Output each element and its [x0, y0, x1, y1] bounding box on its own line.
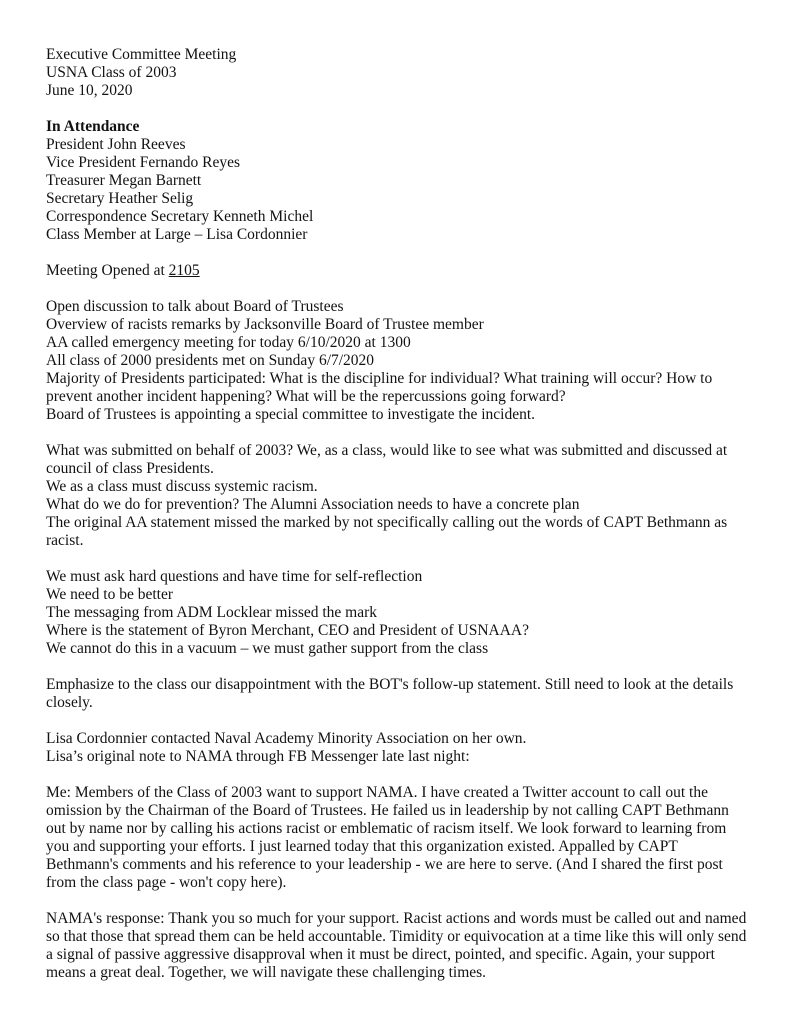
- nama-contact-section: [46, 730, 747, 766]
- attendee-secretary: Secretary Heather Selig: [46, 190, 194, 207]
- attendee-treasurer: Treasurer Megan Barnett: [46, 172, 202, 189]
- meeting-date: June 10, 2020: [46, 82, 133, 99]
- nama-response-paragraph: NAMA's response: Thank you so much for your support. Racist actions and words must be called out and named so that those that spread them can be held accountable. Timidity or equivocation at a time like this will only send a signal of passive aggressive disapproval when it must be direct, pointed, and specific. Again, your support means a great deal. Together, we will navigate these challenging times.: [46, 910, 747, 981]
- class-position-line: What do we do for prevention? The Alumni Association needs to have a concrete plan: [46, 496, 580, 513]
- discussion-line: Board of Trustees is appointing a special committee to investigate the incident.: [46, 406, 536, 423]
- nama-contact-line: Lisa’s original note to NAMA through FB Messenger late last night:: [46, 748, 470, 765]
- discussion-line: AA called emergency meeting for today 6/10/2020 at 1300: [46, 334, 411, 351]
- meeting-opened-time: 2105: [168, 262, 200, 279]
- reflection-line: We need to be better: [46, 586, 173, 603]
- attendance-heading: In Attendance: [46, 118, 140, 135]
- discussion-line: Open discussion to talk about Board of Trustees: [46, 298, 344, 315]
- discussion-line: All class of 2000 presidents met on Sunday 6/7/2020: [46, 352, 375, 369]
- class-position-line: The original AA statement missed the marked by not specifically calling out the words of CAPT Bethmann as racist.: [46, 514, 728, 549]
- nama-contact-line: Lisa Cordonnier contacted Naval Academy Minority Association on her own.: [46, 730, 527, 747]
- meeting-opened-line: [46, 262, 747, 280]
- meeting-organization: USNA Class of 2003: [46, 64, 177, 81]
- reflection-line: Where is the statement of Byron Merchant, CEO and President of USNAAA?: [46, 622, 529, 639]
- emphasis-section: [46, 676, 747, 712]
- meeting-opened-section: [46, 262, 747, 280]
- lisa-message-section: [46, 784, 747, 892]
- attendee-member-at-large: Class Member at Large – Lisa Cordonnier: [46, 226, 308, 243]
- meeting-header: [46, 46, 747, 100]
- reflection-section: [46, 568, 747, 658]
- class-position-line: What was submitted on behalf of 2003? We, as a class, would like to see what was submitted and discussed at council of class Presidents.: [46, 442, 728, 477]
- attendance-section: [46, 118, 747, 244]
- reflection-line: We cannot do this in a vacuum – we must gather support from the class: [46, 640, 489, 657]
- lisa-message-paragraph: Me: Members of the Class of 2003 want to support NAMA. I have created a Twitter account to call out the omission by the Chairman of the Board of Trustees. He failed us in leadership by not calling CAPT Bethmann out by name nor by calling his actions racist or emblematic of racism itself. We look forward to learning from you and supporting your efforts. I just learned today that this organization existed. Appalled by CAPT Bethmann's comments and his reference to your leadership - we are here to serve. (And I shared the first post from the class page - won't copy here).: [46, 784, 729, 891]
- board-discussion-section: [46, 298, 747, 424]
- meeting-title: Executive Committee Meeting: [46, 46, 237, 63]
- attendee-vice-president: Vice President Fernando Reyes: [46, 154, 241, 171]
- emphasis-paragraph: Emphasize to the class our disappointment with the BOT's follow-up statement. Still need to look at the details closely.: [46, 676, 734, 711]
- reflection-line: The messaging from ADM Locklear missed the mark: [46, 604, 378, 621]
- reflection-line: We must ask hard questions and have time for self-reflection: [46, 568, 423, 585]
- attendee-correspondence-secretary: Correspondence Secretary Kenneth Michel: [46, 208, 314, 225]
- attendee-president: President John Reeves: [46, 136, 186, 153]
- nama-response-section: [46, 910, 747, 982]
- class-position-section: [46, 442, 747, 550]
- meeting-opened-label: Meeting Opened at: [46, 262, 165, 279]
- discussion-line: Overview of racists remarks by Jacksonville Board of Trustee member: [46, 316, 484, 333]
- discussion-line: Majority of Presidents participated: What is the discipline for individual? What training will occur? How to prevent another incident happening? What will be the repercussions going forward?: [46, 370, 713, 405]
- class-position-line: We as a class must discuss systemic racism.: [46, 478, 318, 495]
